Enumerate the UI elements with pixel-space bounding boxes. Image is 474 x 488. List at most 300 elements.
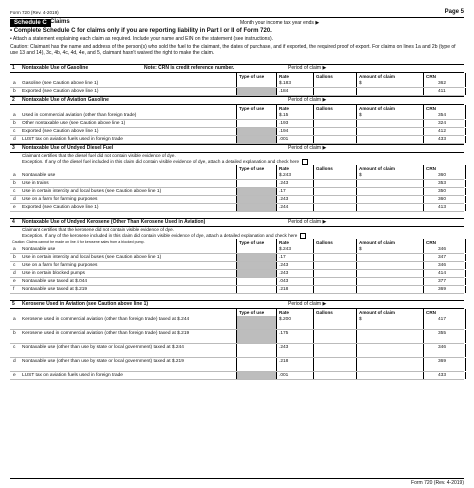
rate-value: .175 <box>279 331 289 336</box>
line-letter: d <box>13 359 16 364</box>
crn-value: 360 <box>438 197 447 203</box>
type-of-use-header-text: Type of use <box>239 240 265 246</box>
rate-header-text: Rate <box>279 74 289 79</box>
claim-row <box>10 372 464 380</box>
amount-field[interactable] <box>356 80 424 87</box>
crn-value: 369 <box>438 359 447 364</box>
type-of-use-field <box>236 188 277 195</box>
crn-header <box>423 309 466 316</box>
type-of-use-field <box>236 204 277 211</box>
crn-cell <box>423 88 466 95</box>
line-letter: b <box>13 181 16 187</box>
claim-row <box>10 270 464 278</box>
type-of-use-field <box>236 262 277 269</box>
gallons-field[interactable] <box>313 180 357 187</box>
type-of-use-field <box>236 270 277 277</box>
crn-cell <box>423 112 466 119</box>
dye-checkbox[interactable] <box>300 233 306 239</box>
rate-value: $.243 <box>279 173 292 179</box>
line-letter: f <box>13 287 15 293</box>
gallons-field[interactable] <box>313 278 357 285</box>
claim-row <box>10 80 464 88</box>
rate-cell <box>276 278 314 285</box>
rate-value: $.200 <box>279 317 292 322</box>
rate-cell <box>276 128 314 135</box>
crn-value: 412 <box>438 129 447 134</box>
crn-cell <box>423 344 466 357</box>
line-letter: a <box>13 81 16 86</box>
claim-row <box>10 204 464 212</box>
line-letter: e <box>13 279 16 285</box>
type-of-use-header-text: Type of use <box>239 106 265 111</box>
rate-value: .184 <box>279 89 289 94</box>
crn-cell <box>423 372 466 379</box>
crn-header <box>423 165 466 172</box>
type-of-use-field[interactable] <box>236 344 277 357</box>
line-letter: b <box>13 255 16 261</box>
amount-header <box>356 73 424 80</box>
gallons-header <box>313 165 357 172</box>
claim-row <box>10 120 464 128</box>
rate-value: .243 <box>279 263 289 269</box>
rate-cell <box>276 286 314 293</box>
claim-row <box>10 330 464 344</box>
type-of-use-field[interactable] <box>236 172 277 179</box>
crn-value: 377 <box>438 279 447 285</box>
rate-value: $.183 <box>279 81 292 86</box>
crn-value: 362 <box>438 81 447 86</box>
rate-value: .218 <box>279 287 289 293</box>
rate-cell <box>276 188 314 195</box>
rate-cell <box>276 180 314 187</box>
amount-field[interactable] <box>356 278 424 285</box>
crn-cell <box>423 128 466 135</box>
rate-value: .043 <box>279 279 289 285</box>
line-description: Nontaxable use <box>22 247 56 253</box>
type-of-use-header <box>236 73 277 80</box>
rate-header <box>276 73 314 80</box>
claim-row <box>10 254 464 262</box>
type-of-use-field <box>236 316 277 329</box>
rate-cell <box>276 344 314 357</box>
rate-header-text: Rate <box>279 166 289 172</box>
month-label: Month your income tax year ends ▶ <box>240 20 320 26</box>
form-revision: Form 720 (Rev. 4-2019) <box>10 10 59 15</box>
amount-field[interactable] <box>356 172 424 179</box>
crn-header-text: CRN <box>426 166 436 172</box>
line-letter: a <box>13 317 16 322</box>
gallons-header-text: Gallons <box>316 240 333 246</box>
section-title: Nontaxable Use of Aviation Gasoline <box>22 97 109 103</box>
rate-cell <box>276 372 314 379</box>
dollar-sign: $ <box>359 81 362 86</box>
section-number: 3 <box>12 145 15 151</box>
rate-cell <box>276 204 314 211</box>
section-header <box>10 144 464 153</box>
type-of-use-field <box>236 88 277 95</box>
footer-form: Form 720 (Rev. 4-2019) <box>411 480 464 486</box>
crn-value: 360 <box>438 173 447 179</box>
claim-row <box>10 112 464 120</box>
section-header <box>10 218 464 227</box>
gallons-field[interactable] <box>313 254 357 261</box>
type-of-use-header <box>236 239 277 246</box>
amount-field[interactable] <box>356 358 424 371</box>
gallons-field[interactable] <box>313 372 357 379</box>
line-description: Use in certain intercity and local buses (see Caution above line 1) <box>22 189 162 195</box>
section-header <box>10 64 464 73</box>
gallons-header-text: Gallons <box>316 166 333 172</box>
rate-cell <box>276 80 314 87</box>
section-5 <box>10 300 464 380</box>
line-letter: d <box>13 197 16 203</box>
crn-value: 414 <box>438 271 447 277</box>
amount-header <box>356 309 424 316</box>
gallons-field[interactable] <box>313 80 357 87</box>
line-description: Use in certain blocked pumps <box>22 271 85 277</box>
dollar-sign: $ <box>359 247 362 253</box>
amount-header <box>356 105 424 112</box>
claim-row <box>10 88 464 96</box>
crn-cell <box>423 136 466 143</box>
crn-cell <box>423 316 466 329</box>
period-of-claim: Period of claim ▶ <box>288 219 327 225</box>
crn-cell <box>423 262 466 269</box>
gallons-field[interactable] <box>313 330 357 343</box>
crn-cell <box>423 180 466 187</box>
claim-row <box>10 128 464 136</box>
type-of-use-header-text: Type of use <box>239 74 265 79</box>
section-number: 4 <box>12 219 15 225</box>
gallons-field[interactable] <box>313 120 357 127</box>
rate-value: .001 <box>279 137 289 142</box>
line-letter: b <box>13 89 16 94</box>
line-letter: a <box>13 173 16 179</box>
line-letter: c <box>13 129 16 134</box>
line-description: LUST tax on aviation fuels used in foreign trade <box>22 137 123 142</box>
rate-value: $.15 <box>279 113 289 118</box>
type-of-use-field <box>236 372 277 379</box>
amount-header-text: Amount of claim <box>359 310 395 315</box>
crn-header <box>423 105 466 112</box>
amount-field[interactable] <box>356 254 424 261</box>
rate-cell <box>276 136 314 143</box>
crn-value: 355 <box>438 331 447 336</box>
gallons-field[interactable] <box>313 204 357 211</box>
crn-cell <box>423 270 466 277</box>
amount-field[interactable] <box>356 112 424 119</box>
line-letter: a <box>13 113 16 118</box>
gallons-field[interactable] <box>313 286 357 293</box>
gallons-field[interactable] <box>313 136 357 143</box>
line-description: Exported (see Caution above line 1) <box>22 205 99 211</box>
crn-value: 346 <box>438 247 447 253</box>
section-header <box>10 300 464 309</box>
line-letter: c <box>13 263 16 269</box>
top-line <box>10 10 464 16</box>
amount-field[interactable] <box>356 246 424 253</box>
crn-cell <box>423 80 466 87</box>
rate-header-text: Rate <box>279 106 289 111</box>
certification-text: Claimant certifies that the diesel fuel did not contain visible evidence of dye. <box>22 153 176 158</box>
claim-row <box>10 136 464 144</box>
gallons-header-text: Gallons <box>316 74 333 79</box>
line-description: Gasoline (see Caution above line 1) <box>22 81 99 86</box>
gallons-header <box>313 309 357 316</box>
gallons-field[interactable] <box>313 344 357 357</box>
amount-field[interactable] <box>356 316 424 329</box>
amount-header-text: Amount of claim <box>359 166 395 172</box>
claim-row <box>10 246 464 254</box>
claim-row <box>10 180 464 188</box>
type-of-use-header <box>236 165 277 172</box>
gallons-field[interactable] <box>313 196 357 203</box>
rate-value: .193 <box>279 121 289 126</box>
rate-cell <box>276 120 314 127</box>
gallons-header-text: Gallons <box>316 106 333 111</box>
gallons-field[interactable] <box>313 128 357 135</box>
line-description: Use on a farm for farming purposes <box>22 263 98 269</box>
line-description: Nontaxable use taxed at $.219 <box>22 287 88 293</box>
crn-header-text: CRN <box>426 310 436 315</box>
instruction-2: • Attach a statement explaining each claim as required. Include your name and EIN on the statement (see instructions). <box>10 36 274 42</box>
rate-value: .244 <box>279 205 289 211</box>
section-title: Kerosene Used in Aviation (see Caution above line 1) <box>22 301 149 307</box>
crn-value: 433 <box>438 373 447 378</box>
line-letter: b <box>13 121 16 126</box>
amount-field[interactable] <box>356 88 424 95</box>
certification-text: Claimant certifies that the kerosene did not contain visible evidence of dye. <box>22 227 174 232</box>
crn-value: 346 <box>438 263 447 269</box>
gallons-header <box>313 239 357 246</box>
line-description: Use in trains <box>22 181 49 187</box>
claim-row <box>10 344 464 358</box>
amount-field[interactable] <box>356 136 424 143</box>
type-of-use-header <box>236 105 277 112</box>
rate-header-text: Rate <box>279 240 289 246</box>
crn-value: 353 <box>438 181 447 187</box>
amount-header <box>356 165 424 172</box>
crn-cell <box>423 204 466 211</box>
type-of-use-field[interactable] <box>236 120 277 127</box>
rate-header <box>276 239 314 246</box>
line-description: Other nontaxable use (see Caution above line 1) <box>22 121 126 126</box>
amount-header-text: Amount of claim <box>359 74 395 79</box>
crn-header <box>423 73 466 80</box>
caution-text: Caution: Claimant has the name and address of the person(s) who sold the fuel to the claimant, the dates of purchase, and if exported, the required proof of export. For claims on lines 1a and 2b (type of use 13 and 14), 3c, 4b, 4c, 4d, 4e, and 5, claimant hasn't waived the right to make the claim. <box>10 44 456 56</box>
type-of-use-field[interactable] <box>236 112 277 119</box>
rate-header <box>276 309 314 316</box>
section-title: Nontaxable Use of Gasoline <box>22 65 89 71</box>
claim-row <box>10 188 464 196</box>
line-description: Nontaxable use <box>22 173 56 179</box>
crn-cell <box>423 120 466 127</box>
line-description: Exported (see Caution above line 1) <box>22 129 99 134</box>
crn-cell <box>423 246 466 253</box>
section-title: Nontaxable Use of Undyed Kerosene (Other Than Kerosene Used in Aviation) <box>22 219 206 225</box>
crn-value: 346 <box>438 345 447 350</box>
period-of-claim: Period of claim ▶ <box>288 65 327 71</box>
rate-header <box>276 105 314 112</box>
crn-cell <box>423 196 466 203</box>
type-of-use-field[interactable] <box>236 180 277 187</box>
rate-value: .243 <box>279 271 289 277</box>
gallons-field[interactable] <box>313 262 357 269</box>
gallons-field[interactable] <box>313 316 357 329</box>
rate-cell <box>276 358 314 371</box>
section-number: 2 <box>12 97 15 103</box>
claim-row <box>10 286 464 294</box>
section-4 <box>10 218 464 294</box>
line-letter: b <box>13 331 16 336</box>
amount-header-text: Amount of claim <box>359 106 395 111</box>
type-of-use-field[interactable] <box>236 278 277 285</box>
section-1 <box>10 64 464 96</box>
period-of-claim: Period of claim ▶ <box>288 97 327 103</box>
line-letter: d <box>13 271 16 277</box>
amount-field[interactable] <box>356 128 424 135</box>
amount-field[interactable] <box>356 180 424 187</box>
claim-row <box>10 278 464 286</box>
gallons-field[interactable] <box>313 188 357 195</box>
crn-value: 369 <box>438 287 447 293</box>
amount-field[interactable] <box>356 196 424 203</box>
crn-value: 354 <box>438 113 447 118</box>
column-headers <box>10 165 464 172</box>
amount-field[interactable] <box>356 204 424 211</box>
line-description: Nontaxable use (other than use by state or local government) taxed at $.244 <box>22 345 184 350</box>
rate-value: $.243 <box>279 247 292 253</box>
column-headers <box>10 105 464 112</box>
instruction-1: • Complete Schedule C for claims only if you are reporting liability in Part I or II of Form 720. <box>10 28 272 34</box>
gallons-field[interactable] <box>313 270 357 277</box>
line-description: Kerosene used in commercial aviation (other than foreign trade) taxed at $.244 <box>22 317 190 322</box>
gallons-field[interactable] <box>313 358 357 371</box>
page-footer <box>10 478 464 487</box>
section-2 <box>10 96 464 144</box>
section-title: Nontaxable Use of Undyed Diesel Fuel <box>22 145 114 151</box>
crn-value: 433 <box>438 137 447 142</box>
line-letter: c <box>13 345 16 350</box>
section-header <box>10 96 464 105</box>
gallons-header-text: Gallons <box>316 310 333 315</box>
rate-cell <box>276 172 314 179</box>
crn-header <box>423 239 466 246</box>
rate-cell <box>276 196 314 203</box>
amount-field[interactable] <box>356 286 424 293</box>
amount-header-text: Amount of claim <box>359 240 395 246</box>
type-of-use-field <box>236 330 277 343</box>
line-letter: c <box>13 189 16 195</box>
crn-cell <box>423 188 466 195</box>
crn-header-text: CRN <box>426 106 436 111</box>
gallons-field[interactable] <box>313 172 357 179</box>
line-description: Used in commercial aviation (other than foreign trade) <box>22 113 137 118</box>
amount-header <box>356 239 424 246</box>
amount-field[interactable] <box>356 262 424 269</box>
rate-cell <box>276 88 314 95</box>
section-number: 1 <box>12 65 15 71</box>
section-number: 5 <box>12 301 15 307</box>
crn-value: 324 <box>438 121 447 126</box>
claim-row <box>10 262 464 270</box>
crn-header-text: CRN <box>426 74 436 79</box>
amount-field[interactable] <box>356 120 424 127</box>
rate-value: .243 <box>279 181 289 187</box>
schedule-title: Claims <box>50 19 70 25</box>
crn-cell <box>423 254 466 261</box>
schedule-label: Schedule C <box>10 19 51 27</box>
crn-value: 411 <box>438 89 446 94</box>
section-note: Note: CRN is credit reference number. <box>144 65 235 71</box>
line-description: Use on a farm for farming purposes <box>22 197 98 203</box>
period-of-claim: Period of claim ▶ <box>288 145 327 151</box>
line-description: Nontaxable use (other than use by state or local government) taxed at $.219 <box>22 359 184 364</box>
rate-value: .17 <box>279 189 286 195</box>
rate-cell <box>276 330 314 343</box>
claim-row <box>10 358 464 372</box>
amount-field[interactable] <box>356 344 424 357</box>
type-of-use-header <box>236 309 277 316</box>
page-number: Page 5 <box>444 9 464 15</box>
rate-cell <box>276 254 314 261</box>
amount-field[interactable] <box>356 270 424 277</box>
rate-value: .17 <box>279 255 286 261</box>
gallons-field[interactable] <box>313 246 357 253</box>
crn-cell <box>423 330 466 343</box>
rate-value: .243 <box>279 197 289 203</box>
type-of-use-field <box>236 196 277 203</box>
rate-value: .194 <box>279 129 289 134</box>
type-of-use-header-text: Type of use <box>239 166 265 172</box>
gallons-header <box>313 105 357 112</box>
column-headers <box>10 309 464 316</box>
dye-checkbox[interactable] <box>302 159 308 165</box>
line-letter: e <box>13 373 16 378</box>
column-headers <box>10 239 464 246</box>
dollar-sign: $ <box>359 113 362 118</box>
crn-cell <box>423 172 466 179</box>
amount-field[interactable] <box>356 372 424 379</box>
crn-value: 417 <box>438 317 447 322</box>
type-of-use-field <box>236 136 277 143</box>
type-of-use-field[interactable] <box>236 286 277 293</box>
gallons-field[interactable] <box>313 88 357 95</box>
line-description: Kerosene used in commercial aviation (other than foreign trade) taxed at $.219 <box>22 331 190 336</box>
amount-field[interactable] <box>356 188 424 195</box>
crn-cell <box>423 286 466 293</box>
exception-label: Exception. If any of the diesel fuel included in this claim did contain visible evidence of dye, attach a detailed explanation and check here <box>22 159 300 165</box>
line-letter: a <box>13 247 16 253</box>
crn-value: 347 <box>438 255 447 261</box>
line-description: Use in certain intercity and local buses (see Caution above line 1) <box>22 255 162 261</box>
type-of-use-field[interactable] <box>236 246 277 253</box>
amount-field[interactable] <box>356 330 424 343</box>
crn-value: 413 <box>438 205 447 211</box>
gallons-field[interactable] <box>313 112 357 119</box>
type-of-use-field[interactable] <box>236 358 277 371</box>
rate-value: .218 <box>279 359 289 364</box>
rate-header-text: Rate <box>279 310 289 315</box>
line-letter: d <box>13 137 16 142</box>
line-description: Exported (see Caution above line 1) <box>22 89 99 94</box>
crn-cell <box>423 278 466 285</box>
type-of-use-field <box>236 254 277 261</box>
crn-value: 350 <box>438 189 447 195</box>
dollar-sign: $ <box>359 173 362 179</box>
dollar-sign: $ <box>359 317 362 322</box>
type-of-use-field[interactable] <box>236 80 277 87</box>
